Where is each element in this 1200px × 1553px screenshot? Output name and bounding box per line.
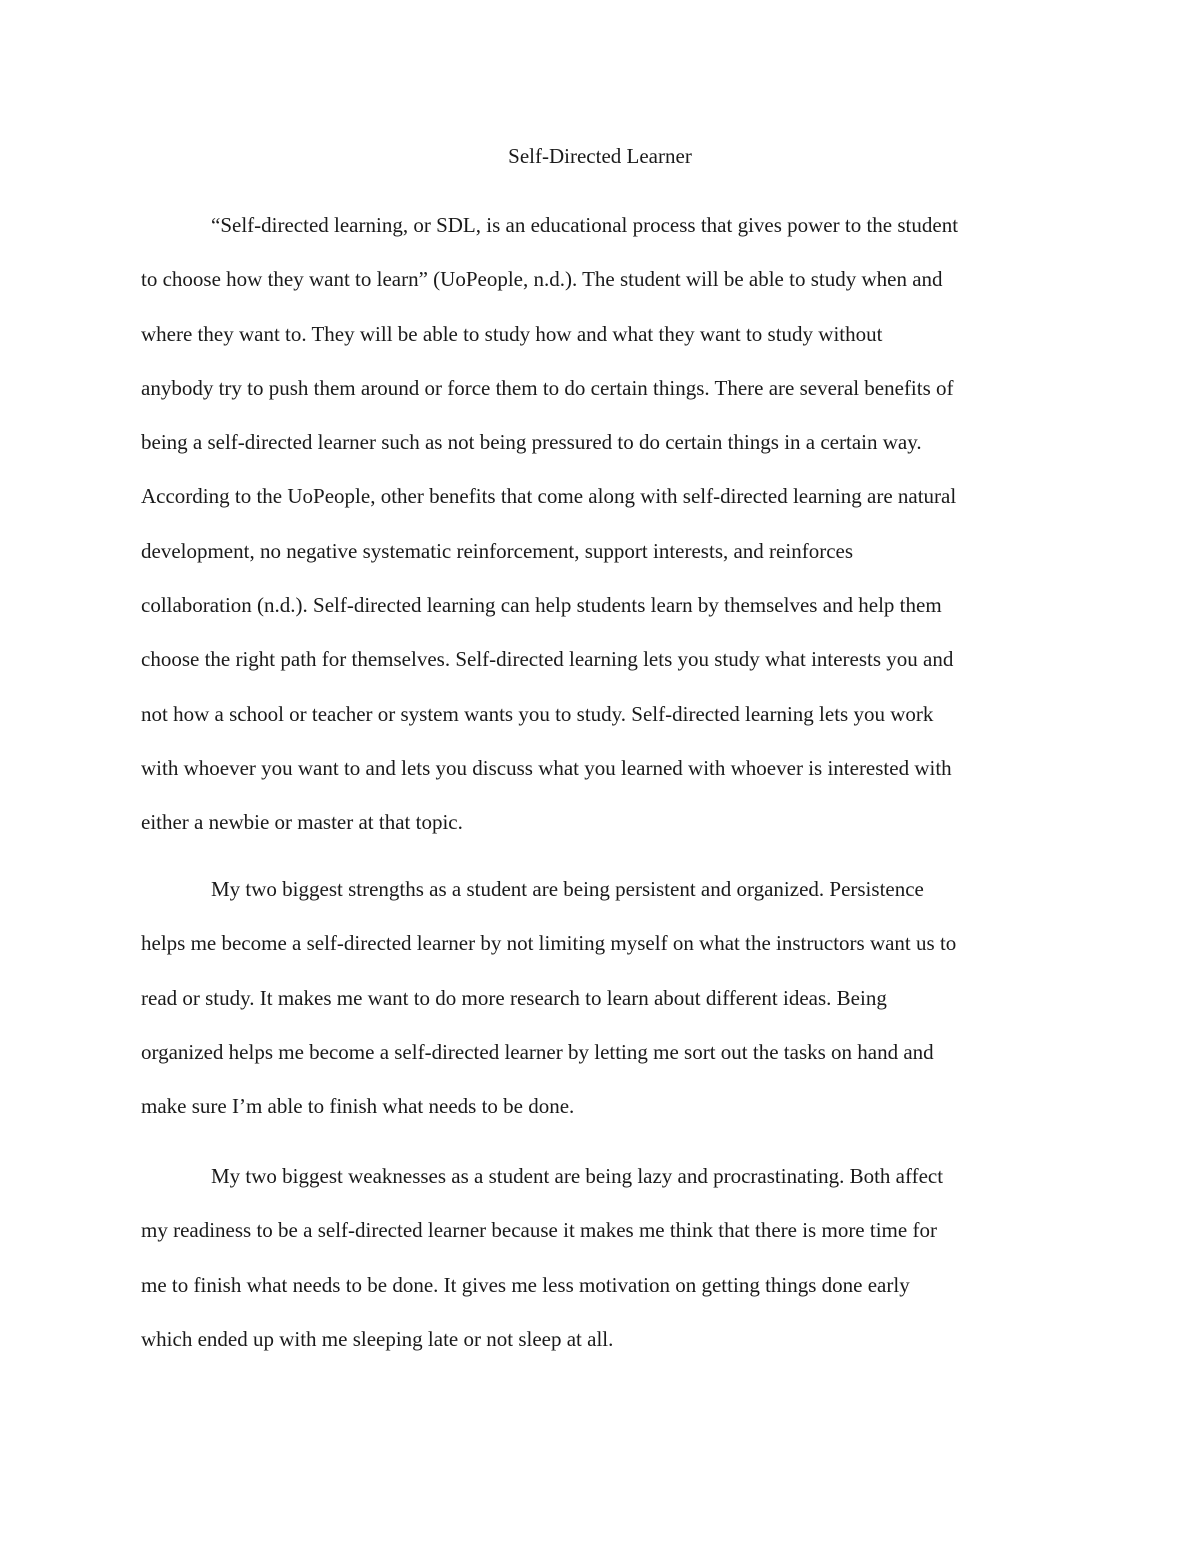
paragraph-line: My two biggest strengths as a student are being persistent and organized. Persistence bbox=[211, 877, 924, 901]
paragraph-line: where they want to. They will be able to study how and what they want to study without bbox=[141, 321, 883, 346]
paragraph-line: organized helps me become a self-directed learner by letting me sort out the tasks on hand and bbox=[141, 1039, 934, 1064]
paragraph-line: me to finish what needs to be done. It gives me less motivation on getting things done early bbox=[141, 1272, 910, 1297]
paragraph-line: being a self-directed learner such as not being pressured to do certain things in a certain way. bbox=[141, 430, 922, 455]
paragraph-line: not how a school or teacher or system wants you to study. Self-directed learning lets you work bbox=[141, 701, 934, 726]
paragraph-line: helps me become a self-directed learner by not limiting myself on what the instructors want us to bbox=[141, 931, 957, 956]
paragraph-line: development, no negative systematic reinforcement, support interests, and reinforces bbox=[141, 538, 854, 563]
paragraph-line: “Self-directed learning, or SDL, is an educational process that gives power to the student bbox=[211, 213, 959, 237]
paragraph-line: anybody try to push them around or force them to do certain things. There are several benefits of bbox=[141, 375, 954, 400]
paragraph-line: collaboration (n.d.). Self-directed learning can help students learn by themselves and help them bbox=[141, 593, 942, 618]
paragraph-line: to choose how they want to learn” (UoPeople, n.d.). The student will be able to study when and bbox=[141, 267, 943, 292]
paragraph-line: make sure I’m able to finish what needs to be done. bbox=[141, 1094, 575, 1119]
paragraph-definition bbox=[141, 198, 1061, 850]
paragraph-line: either a newbie or master at that topic. bbox=[141, 810, 463, 835]
paragraph-line: According to the UoPeople, other benefits that come along with self-directed learning are natural bbox=[141, 484, 957, 509]
paragraph-line: My two biggest weaknesses as a student are being lazy and procrastinating. Both affect bbox=[211, 1164, 944, 1188]
paragraph-line: my readiness to be a self-directed learner because it makes me think that there is more time for bbox=[141, 1218, 937, 1243]
paragraph-strengths bbox=[141, 862, 1061, 1133]
paragraph-line: choose the right path for themselves. Self-directed learning lets you study what interests you and bbox=[141, 647, 954, 672]
paragraph-line: with whoever you want to and lets you discuss what you learned with whoever is interested with bbox=[141, 755, 952, 780]
paragraph-weaknesses bbox=[141, 1149, 1061, 1366]
paragraph-line: which ended up with me sleeping late or not sleep at all. bbox=[141, 1326, 614, 1351]
paragraph-line: read or study. It makes me want to do more research to learn about different ideas. Being bbox=[141, 985, 887, 1010]
document-title: Self-Directed Learner bbox=[508, 144, 692, 168]
